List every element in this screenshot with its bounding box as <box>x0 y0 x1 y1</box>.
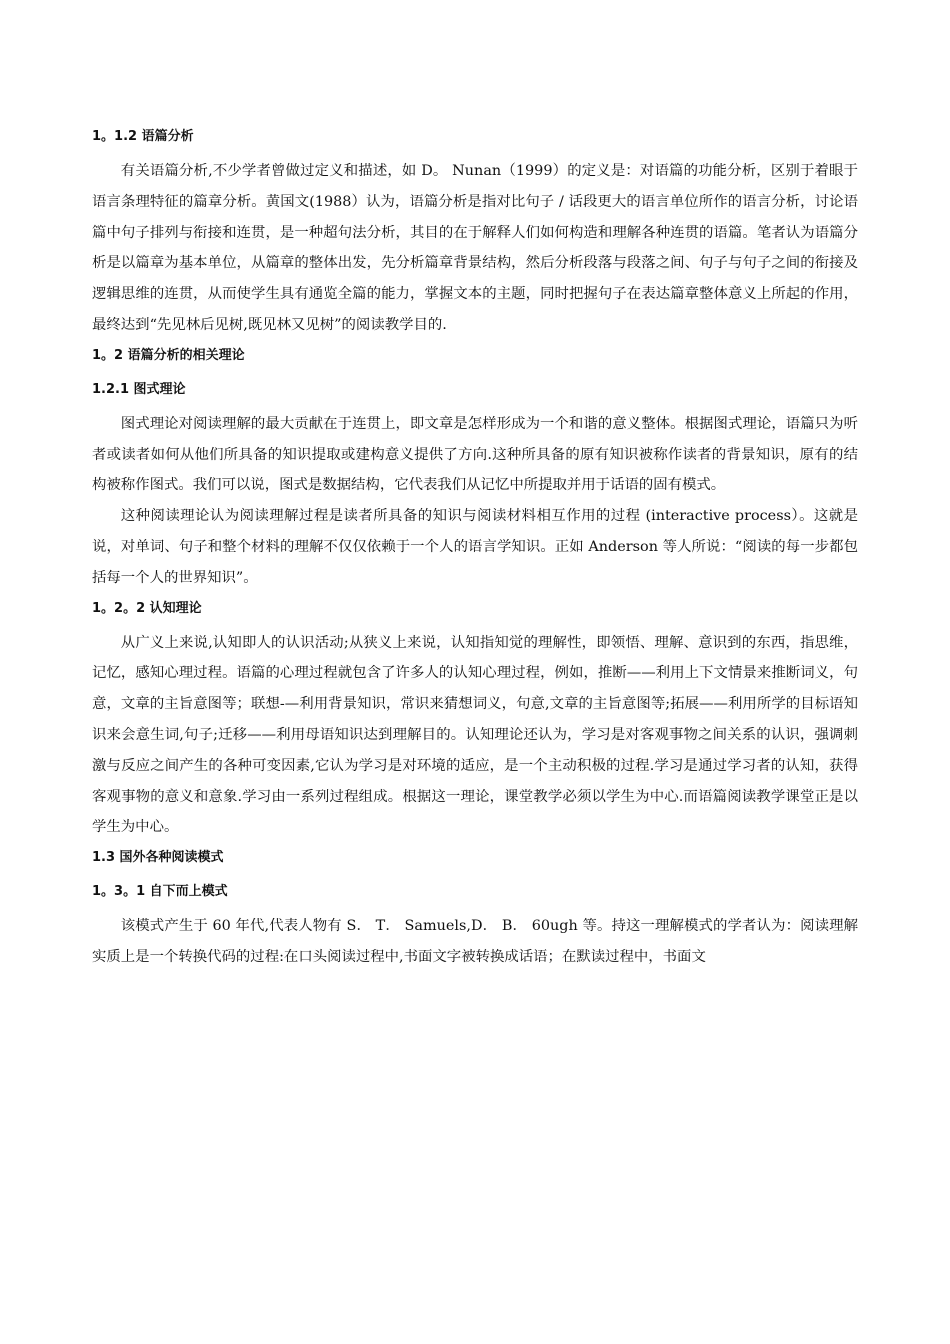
section-heading-1-1-2: 1。1.2 语篇分析 <box>92 129 194 144</box>
section-heading-1-3-1: 1。3。1 自下而上模式 <box>92 884 228 900</box>
paragraph-interactive-process: 这种阅读理论认为阅读理解过程是读者所具备的知识与阅读材料相互作用的过程 (interactive process）。这就是说，对单词、句子和整个材料的理解不仅仅依赖于一个人的语言学知识。正如 Anderson 等人所说：“阅读的每一步都包括每一个人的世界知识”。 <box>92 508 858 586</box>
section-heading-1-2: 1。2 语篇分析的相关理论 <box>92 347 245 363</box>
document-page <box>92 122 858 973</box>
paragraph-discourse-analysis: 有关语篇分析,不少学者曾做过定义和描述，如 D。 Nunan（1999）的定义是：对语篇的功能分析，区别于着眼于语言条理特征的篇章分析。黄国文(1988）认为，语篇分析是指对比句子 / 话段更大的语言单位所作的语言分析，讨论语篇中句子排列与衔接和连贯，是一种超句法分析，其目的在于解释人们如何构造和理解各种连贯的语篇。笔者认为语篇分析是以篇章为基本单位，从篇章的整体出发，先分析篇章背景结构，然后分析段落与段落之间、句子与句子之间的衔接及逻辑思维的连贯，从而使学生具有通览全篇的能力，掌握文本的主题，同时把握句子在表达篇章整体意义上所起的作用，最终达到“先见林后见树,既见林又见树”的阅读教学目的. <box>92 163 858 333</box>
section-heading-1-2-1: 1.2.1 图式理论 <box>92 381 186 397</box>
paragraph-schema-theory: 图式理论对阅读理解的最大贡献在于连贯上，即文章是怎样形成为一个和谐的意义整体。根据图式理论，语篇只为听者或读者如何从他们所具备的知识提取或建构意义提供了方向.这种所具备的原有知识被称作读者的背景知识，原有的结构被称作图式。我们可以说，图式是数据结构，它代表我们从记忆中所提取并用于话语的固有模式。 <box>92 415 858 494</box>
section-heading-1-2-2: 1。2。2 认知理论 <box>92 600 202 616</box>
paragraph-bottom-up-model: 该模式产生于 60 年代,代表人物有 S． T． Samuels,D． B． 60ugh 等。持这一理解模式的学者认为：阅读理解实质上是一个转换代码的过程:在口头阅读过程中,书面文字被转换成话语；在默读过程中，书面文 <box>92 918 858 965</box>
section-heading-1-3: 1.3 国外各种阅读模式 <box>92 850 224 866</box>
paragraph-cognitive-theory: 从广义上来说,认知即人的认识活动;从狭义上来说，认知指知觉的理解性，即领悟、理解、意识到的东西，指思维，记忆，感知心理过程。语篇的心理过程就包含了许多人的认知心理过程，例如，推断——利用上下文情景来推断词义，句意，文章的主旨意图等；联想-—利用背景知识，常识来猜想词义，句意,文章的主旨意图等;拓展——利用所学的目标语知识来会意生词,句子;迁移——利用母语知识达到理解目的。认知理论还认为，学习是对客观事物之间关系的认识，强调刺激与反应之间产生的各种可变因素,它认为学习是对环境的适应，是一个主动积极的过程.学习是通过学习者的认知，获得客观事物的意义和意象.学习由一系列过程组成。根据这一理论，课堂教学必须以学生为中心.而语篇阅读教学课堂正是以学生为中心。 <box>92 634 858 836</box>
